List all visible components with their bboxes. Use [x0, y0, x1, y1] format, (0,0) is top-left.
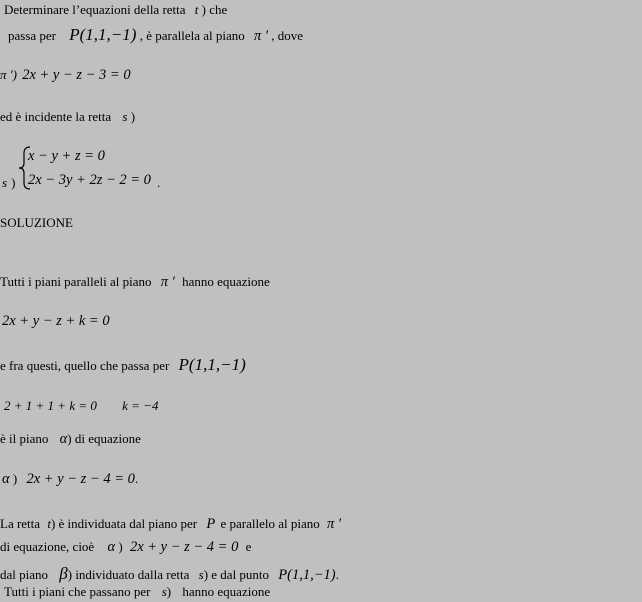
solution-line-5	[0, 431, 141, 447]
text: e fra questi, quello che passa per	[0, 358, 170, 373]
text: passa per	[8, 28, 57, 43]
text: hanno equazione	[182, 584, 271, 599]
text: , dove	[271, 28, 304, 43]
parallel-planes-equation: 2x + y − z + k = 0	[2, 313, 110, 329]
equation: 2x + y − z − 3 = 0	[22, 67, 131, 83]
period: .	[134, 471, 139, 486]
problem-line-1	[4, 2, 227, 18]
pi-prime: π ′	[160, 274, 175, 290]
system-eq-2: 2x − 3y + 2z − 2 = 0	[28, 172, 151, 188]
equation: 2 + 1 + 1 + k = 0	[4, 398, 97, 413]
text: , è parallela al piano	[139, 28, 245, 43]
problem-line-2	[8, 27, 303, 44]
var-s: s	[2, 175, 8, 190]
solution-line-3	[0, 357, 246, 374]
pi-prime: π ′	[253, 28, 269, 44]
solution-line-10	[4, 584, 270, 600]
var-s: s	[161, 584, 167, 599]
k-value: k = −4	[122, 398, 159, 413]
text: Tutti i piani che passano per	[4, 584, 151, 599]
solution-line-9	[0, 566, 339, 583]
text: ed è incidente la retta	[0, 109, 112, 124]
text: ) individuato dalla retta	[67, 567, 190, 582]
var-P: P	[206, 516, 216, 532]
var-s: s	[198, 567, 204, 582]
solution-line-1	[0, 274, 270, 290]
var-s: s	[122, 109, 128, 124]
text: è il piano	[0, 431, 49, 446]
pi-prime-label: π ′)	[0, 67, 17, 82]
equation: 2x + y − z − 4 = 0	[26, 471, 135, 487]
line-s-label	[2, 175, 15, 191]
alpha: α	[107, 539, 116, 555]
k-computation	[4, 398, 158, 414]
point-P: P(1,1,−1)	[69, 25, 137, 44]
period: .	[157, 175, 161, 190]
text: hanno equazione	[182, 274, 270, 289]
text: )	[130, 109, 136, 124]
point-P: P(1,1,−1)	[278, 567, 336, 583]
text: ) e dal punto	[203, 567, 270, 582]
paren: )	[11, 175, 16, 190]
paren: )	[118, 539, 123, 554]
paren: )	[12, 471, 18, 486]
text: ) è individuata dal piano per	[50, 516, 198, 531]
text: )	[166, 584, 172, 599]
solution-heading: SOLUZIONE	[0, 215, 73, 230]
text: ) che	[201, 2, 228, 17]
point-P: P(1,1,−1)	[178, 355, 246, 374]
text: dal piano	[0, 567, 49, 582]
system-eq-1: x − y + z = 0	[28, 148, 105, 164]
period: .	[335, 567, 339, 582]
text: di equazione, cioè	[0, 539, 95, 554]
text: Tutti i piani paralleli al piano	[0, 274, 152, 289]
text: Determinare l’equazioni della retta	[4, 2, 186, 17]
alpha: α	[59, 431, 68, 447]
beta: β	[59, 564, 68, 583]
plane-alpha-equation	[2, 471, 138, 487]
var-t: t	[194, 2, 199, 17]
text: La retta	[0, 516, 41, 531]
problem-line-4	[0, 109, 135, 125]
text: e	[245, 539, 252, 554]
solution-line-8	[0, 539, 251, 555]
solution-line-7	[0, 516, 341, 532]
alpha: α	[2, 471, 10, 487]
text: ) di equazione	[67, 431, 141, 446]
var-t: t	[47, 516, 51, 531]
plane-pi-equation	[0, 67, 131, 83]
equation: 2x + y − z − 4 = 0	[129, 539, 239, 555]
text: e parallelo al piano	[220, 516, 320, 531]
pi-prime: π ′	[327, 516, 342, 532]
